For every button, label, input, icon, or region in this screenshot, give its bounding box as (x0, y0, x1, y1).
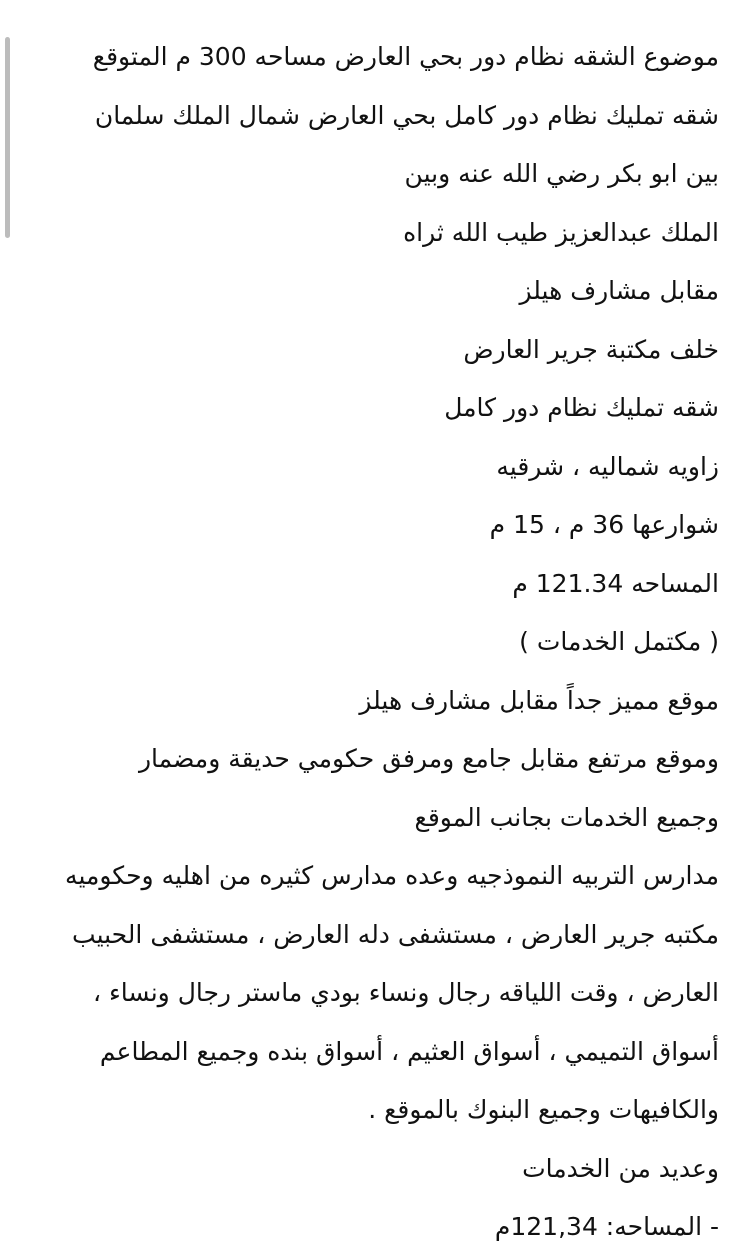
text-line: خلف مكتبة جرير العارض (463, 334, 719, 364)
text-line: ( مكتمل الخدمات ) (519, 627, 719, 656)
text-line: شوارعها 36 م ، 15 م (489, 510, 719, 539)
vertical-scrollbar[interactable] (5, 37, 10, 238)
text-line: وعديد من الخدمات (522, 1153, 719, 1183)
text-line: بين ابو بكر رضي الله عنه وبين (404, 159, 719, 188)
text-line: - المساحه: 121,34م (494, 1212, 719, 1241)
text-line: مدارس التربيه النموذجيه وعده مدارس كثيره من اهليه وحكوميه (65, 861, 719, 890)
text-line: شقه تمليك نظام دور كامل بحي العارض شمال الملك سلمان (94, 100, 719, 130)
text-line: وموقع مرتفع مقابل جامع ومرفق حكومي حديقة ومضمار (138, 744, 719, 773)
text-line: مكتبه جرير العارض ، مستشفى دله العارض ، مستشفى الحبيب (72, 919, 719, 949)
text-line: موقع مميز جداً مقابل مشارف هيلز (359, 685, 719, 715)
text-line: موضوع الشقه نظام دور بحي العارض مساحه 300 م المتوقع (92, 42, 719, 71)
message-text (20, 28, 719, 1257)
text-line: مقابل مشارف هيلز (519, 276, 719, 305)
text-line: العارض ، وقت اللياقه رجال ونساء بودي ماستر رجال ونساء ، (93, 978, 719, 1007)
text-line: شقه تمليك نظام دور كامل (444, 393, 719, 422)
text-line: المساحه 121.34 م (512, 568, 719, 598)
text-line: أسواق التميمي ، أسواق العثيم ، أسواق بنده وجميع المطاعم (99, 1036, 719, 1066)
text-line: الملك عبدالعزيز طيب الله ثراه (403, 217, 719, 247)
text-line: والكافيهات وجميع البنوك بالموقع . (368, 1095, 719, 1124)
text-line: وجميع الخدمات بجانب الموقع (414, 802, 719, 832)
text-line: زاويه شماليه ، شرقيه (496, 451, 719, 481)
